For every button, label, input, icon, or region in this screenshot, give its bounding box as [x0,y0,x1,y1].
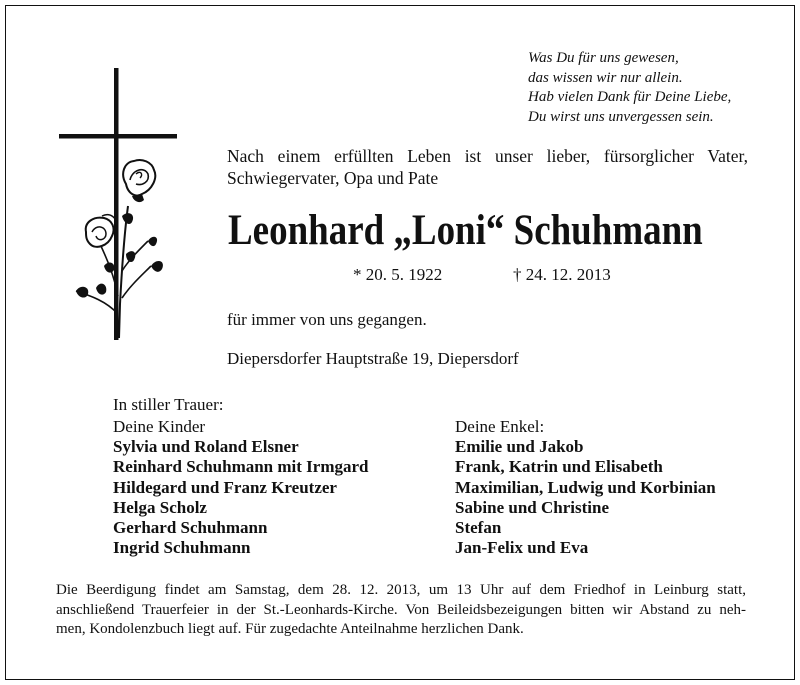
list-item: Emilie und Jakob [455,437,584,457]
funeral-line: anschließend Trauerfeier in der St.-Leonhards-Kirche. Von Beileidsbezeigungen bitten wir Abstand zu neh- [56,601,746,618]
list-item: Maximilian, Ludwig und Korbinian [455,477,716,497]
list-item: Hildegard und Franz Kreutzer [113,477,337,497]
funeral-line: men, Kondolenzbuch liegt auf. Für zugedachte Anteilnahme herzlichen Dank. [56,621,524,638]
list-item: Frank, Katrin und Elisabeth [455,457,663,477]
children-list [113,417,369,558]
list-item: Reinhard Schuhmann mit Irmgard [113,457,369,477]
deceased-name: Leonhard „Loni“ Schuhmann [228,207,703,254]
children-heading: Deine Kinder [113,417,206,436]
poem [528,49,731,127]
birth-date: * 20. 5. 1922 [353,265,443,284]
list-item: Sylvia und Roland Elsner [113,437,299,457]
poem-line: das wissen wir nur allein. [528,69,683,86]
funeral-line: Die Beerdigung findet am Samstag, dem 28. 12. 2013, um 13 Uhr auf dem Friedhof in Leinburg statt, [56,582,746,598]
poem-line: Du wirst uns unvergessen sein. [528,108,714,125]
passed-text: für immer von uns gegangen. [227,310,427,329]
funeral-notice [56,581,746,640]
death-date: † 24. 12. 2013 [513,265,611,284]
list-item: Ingrid Schuhmann [113,538,251,558]
grandchildren-list [455,417,716,558]
list-item: Gerhard Schuhmann [113,518,268,538]
intro-text: Nach einem erfüllten Leben ist unser lieber, fürsorglicher Vater, Schwiegervater, Opa und Pate [227,146,748,188]
list-item: Sabine und Christine [455,497,609,517]
grandchildren-heading: Deine Enkel: [455,417,545,436]
mourning-label: In stiller Trauer: [113,395,224,414]
list-item: Helga Scholz [113,497,207,517]
list-item: Stefan [455,518,502,538]
cross-with-rose-icon [56,66,186,356]
poem-line: Was Du für uns gewesen, [528,50,679,66]
list-item: Jan-Felix und Eva [455,538,589,558]
address: Diepersdorfer Hauptstraße 19, Diepersdorf [227,349,519,368]
poem-line: Hab vielen Dank für Deine Liebe, [528,89,732,105]
